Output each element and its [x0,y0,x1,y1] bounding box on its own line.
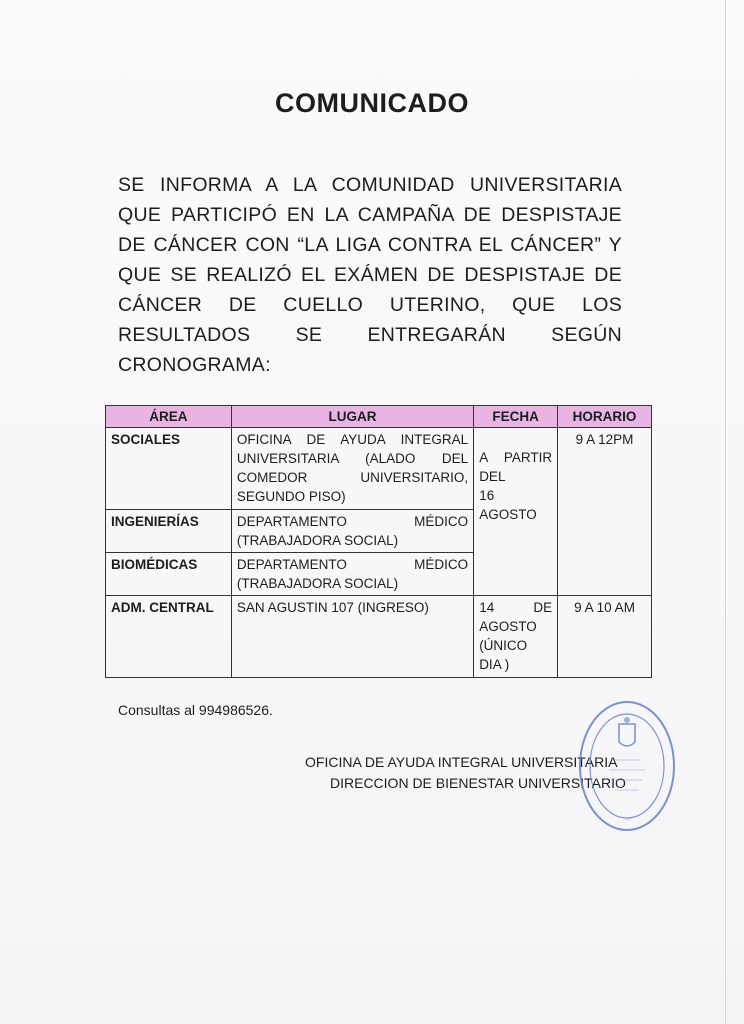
horario-group-cell: 9 A 12PM [558,428,652,596]
lugar-cell [231,428,473,510]
lugar-line: DEPARTAMENTO MÉDICO [236,514,469,529]
header-area: ÁREA [106,406,232,428]
table-header-row [106,406,652,428]
lugar-cell [231,553,473,596]
table-row [106,596,652,678]
header-horario: HORARIO [558,406,652,428]
lugar-line: DEPARTAMENTO MÉDICO [236,557,469,572]
university-seal-stamp [577,698,677,834]
lugar-line: SEGUNDO PISO) [236,489,346,504]
contact-line: Consultas al 994986526. [118,702,273,718]
paragraph-line: DE CÁNCER CON “LA LIGA CONTRA EL CÁNCER” Y [118,234,622,256]
area-cell: ADM. CENTRAL [106,596,232,678]
area-cell: SOCIALES [106,428,232,510]
fecha-central-cell [474,596,558,678]
schedule-table [105,405,652,678]
paragraph-line: RESULTADOS SE ENTREGARÁN SEGÚN [118,324,622,346]
lugar-cell [231,510,473,553]
paragraph-line: QUE SE REALIZÓ EL EXÁMEN DE DESPISTAJE DE [118,264,622,286]
office-name: OFICINA DE AYUDA INTEGRAL UNIVERSITARIA [305,754,618,770]
lugar-line: OFICINA DE AYUDA INTEGRAL [236,432,469,447]
lugar-line: (TRABAJADORA SOCIAL) [236,576,399,591]
fecha-line: (ÚNICO [479,638,528,653]
fecha-line: A PARTIR [479,450,553,465]
fecha-line: DIA ) [479,657,510,672]
horario-central-cell: 9 A 10 AM [558,596,652,678]
direction-name: DIRECCION DE BIENESTAR UNIVERSITARIO [330,775,626,791]
scan-edge-line [725,0,726,1024]
lugar-line: COMEDOR UNIVERSITARIO, [236,470,469,485]
header-fecha: FECHA [474,406,558,428]
fecha-line: AGOSTO [479,507,537,522]
area-cell: BIOMÉDICAS [106,553,232,596]
svg-text:~: ~ [624,817,630,824]
notice-paragraph [118,170,622,380]
paragraph-line: CÁNCER DE CUELLO UTERINO, QUE LOS [118,294,622,316]
header-lugar: LUGAR [231,406,473,428]
crest-icon [619,724,635,746]
lugar-line: UNIVERSITARIA (ALADO DEL [236,451,469,466]
fecha-line: 16 [479,488,495,503]
area-cell: INGENIERÍAS [106,510,232,553]
paragraph-line: CRONOGRAMA: [118,354,271,376]
fecha-group-cell [474,428,558,596]
page-title: COMUNICADO [275,88,469,118]
fecha-line: DEL [479,469,506,484]
lugar-line: (TRABAJADORA SOCIAL) [236,533,399,548]
fecha-line: 14 DE [479,600,553,615]
paragraph-line: QUE PARTICIPÓ EN LA CAMPAÑA DE DESPISTAJE [118,204,622,226]
lugar-cell: SAN AGUSTIN 107 (INGRESO) [231,596,473,678]
table-row [106,428,652,510]
paragraph-line: SE INFORMA A LA COMUNIDAD UNIVERSITARIA [118,174,622,196]
fecha-line: AGOSTO [479,619,537,634]
